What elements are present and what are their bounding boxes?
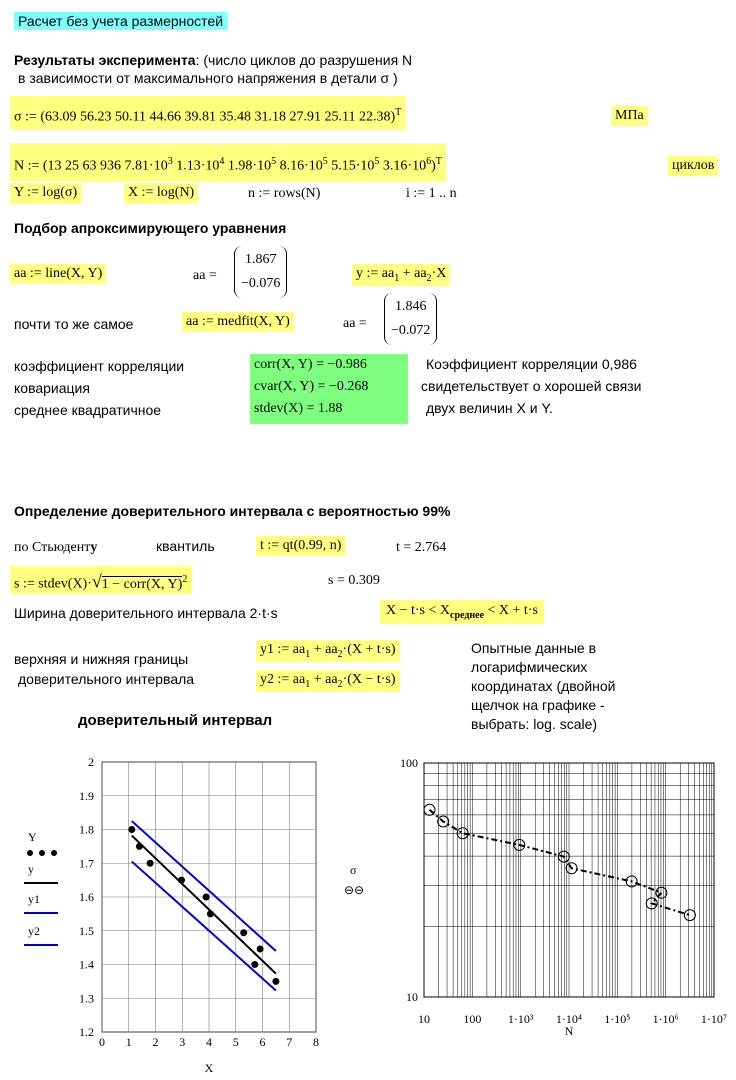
N-exp: 4: [219, 156, 225, 167]
N-exp: 6: [426, 156, 432, 167]
data-point: [147, 860, 154, 867]
y-tick-label: 1.2: [79, 1025, 94, 1039]
data-point: [136, 843, 143, 850]
N-formula[interactable]: [10, 143, 446, 181]
Y-definition[interactable]: Y := log(σ): [10, 183, 81, 203]
fit-heading: Подбор апроксимирующего уравнения: [14, 220, 287, 236]
N-values: N := (13 25 63 936 7.81·10: [14, 158, 168, 174]
corr-note-2: свидетельствует о хорошей связи: [421, 378, 642, 394]
y-definition[interactable]: y := $aa_1 + aa_2\cdot X$: [352, 264, 450, 286]
stdev-value: stdev(X) = 1.88: [254, 401, 343, 416]
legend-label: Y: [28, 830, 37, 844]
sigma-unit: МПа: [611, 106, 648, 126]
N-exp: 5: [374, 156, 380, 167]
x-tick-label: 6: [259, 1035, 266, 1049]
log-log-chart[interactable]: [340, 745, 736, 1080]
y-tick-label: 10: [406, 990, 418, 1004]
y-tick-label: 1.5: [79, 923, 94, 938]
N-transpose: T: [435, 156, 442, 167]
legend-marker: ⊖⊖: [344, 883, 365, 897]
x-tick-label: 1·10⁴: [555, 1012, 583, 1026]
x-tick-label: 100: [463, 1012, 482, 1026]
N-exp: 5: [271, 156, 277, 167]
data-point: [178, 877, 185, 884]
log-note-5: выбрать: log. scale): [471, 716, 598, 732]
aa-matrix: [234, 246, 287, 298]
data-point: [128, 826, 135, 833]
data-point: [203, 894, 210, 901]
data-point: [207, 910, 214, 917]
aa-medfit-formula[interactable]: aa := medfit(X, Y): [182, 312, 294, 332]
legend-label: y2: [28, 924, 40, 938]
cvar-label: ковариация: [14, 380, 90, 396]
N-unit: циклов: [668, 156, 718, 176]
cvar-value: cvar(X, Y) = −0.268: [254, 379, 369, 394]
s-value: s = 0.309: [328, 573, 380, 588]
x-axis-label: N: [564, 1024, 574, 1038]
y-tick-label: 1.8: [79, 822, 94, 837]
log-note-2: логарифмических: [471, 659, 588, 675]
data-point: [240, 929, 247, 936]
data-point: [251, 961, 258, 968]
almost-same-label: почти то же самое: [14, 316, 134, 332]
legend-marker: [39, 850, 45, 856]
x-tick-label: 4: [206, 1035, 212, 1049]
aa2-value-1: 1.846: [394, 299, 427, 314]
N-exp: 3: [167, 156, 173, 167]
x-tick-label: 5: [232, 1035, 239, 1049]
t-definition[interactable]: t := qt(0.99, n): [256, 536, 345, 556]
y1-definition[interactable]: y1 := $aa_1 + aa_2\cdot(X + t\cdot s)$: [256, 640, 400, 662]
experiment-heading-line: [14, 52, 412, 68]
corr-label: коэффициент корреляции: [14, 358, 185, 374]
log-note-3: координатах (двойной: [471, 678, 616, 694]
x-tick-label: 8: [313, 1035, 319, 1049]
N-exp: 5: [322, 156, 328, 167]
n-definition[interactable]: n := rows(N): [248, 186, 321, 201]
sigma-values: σ := (63.09 56.23 50.11 44.66 39.81 35.48 31.18 27.91 25.11 22.38): [14, 109, 396, 125]
page-title: Расчет без учета размерностей: [14, 12, 227, 30]
aa-equals-2: aa =: [343, 316, 367, 331]
y-tick-label: 2: [88, 755, 94, 769]
y-tick-label: 100: [400, 756, 418, 770]
x-tick-label: 1·10⁵: [604, 1012, 631, 1026]
legend-marker: [27, 850, 33, 856]
aa2-value-2: −0.072: [391, 323, 431, 338]
x-tick-label: 2: [152, 1035, 159, 1049]
legend-label: y: [28, 862, 34, 876]
data-point: [257, 945, 264, 952]
x-tick-label: 10: [418, 1012, 430, 1026]
confidence-interval-chart[interactable]: [0, 745, 340, 1080]
experiment-desc-2: в зависимости от максимального напряжения в детали σ ): [18, 70, 398, 86]
aa-value-2: −0.076: [241, 276, 281, 291]
aa-value-1: 1.867: [244, 252, 277, 267]
x-tick-label: 1·10⁷: [700, 1012, 728, 1026]
x-tick-label: 1·10⁶: [652, 1012, 679, 1026]
conf-heading: Определение доверительного интервала с вероятностью 99%: [14, 503, 451, 519]
stats-results-box: [250, 354, 408, 424]
X-definition[interactable]: X := log(N): [124, 183, 198, 203]
N-values: 1.13·10: [172, 158, 220, 174]
sigma-formula[interactable]: [10, 96, 405, 130]
width-label: Ширина доверительного интервала 2·t·s: [14, 605, 278, 621]
student-label: по Стьюденту: [14, 540, 98, 555]
y-tick-label: 1.9: [79, 788, 94, 803]
x-tick-label: 3: [179, 1035, 186, 1049]
y-tick-label: 1.6: [79, 890, 94, 904]
aa-medfit-matrix: [384, 293, 437, 345]
corr-note-3: двух величин X и Y.: [426, 400, 553, 416]
y-tick-label: 1.7: [79, 856, 94, 871]
aa-line-formula[interactable]: aa := line(X, Y): [10, 264, 106, 284]
legend-label: y1: [28, 892, 40, 906]
x-axis-label: X: [204, 1061, 214, 1075]
t-value: t = 2.764: [396, 540, 447, 555]
N-values: 1.98·10: [224, 158, 272, 174]
quantile-label: квантиль: [156, 538, 215, 554]
x-tick-label: 1: [125, 1035, 132, 1049]
sigma-transpose: T: [395, 107, 402, 118]
N-values: 3.16·10: [379, 158, 427, 174]
aa-equals: aa =: [193, 268, 217, 283]
N-close: ): [431, 158, 436, 174]
data-point: [272, 978, 279, 985]
experiment-heading: Результаты эксперимента: [14, 52, 196, 68]
corr-note-1: Коэффициент корреляции 0,986: [426, 356, 637, 372]
stdev-label: среднее квадратичное: [14, 402, 162, 418]
x-tick-label: 0: [99, 1035, 105, 1049]
N-values: 8.16·10: [276, 158, 323, 174]
legend-marker: [51, 850, 57, 856]
y-axis-label: σ: [350, 863, 357, 877]
y2-definition[interactable]: y2 := $aa_1 + aa_2\cdot(X - t\cdot s)$: [256, 670, 400, 692]
s-definition[interactable]: s := stdev(X)·√1 − corr(X, Y)$^2$: [10, 566, 191, 594]
x-tick-label: 1·10³: [507, 1012, 534, 1026]
y-tick-label: 1.3: [79, 991, 94, 1006]
inequality-formula[interactable]: $X - t\cdot s < X_{среднее} < X + t\cdot s$: [380, 600, 544, 624]
experiment-desc-1: : (число циклов до разрушения N: [195, 52, 413, 68]
N-values: 5.15·10: [327, 158, 375, 174]
log-note-4: щелчок на графике -: [471, 697, 605, 713]
bounds-label-2: доверительного интервала: [18, 671, 195, 687]
bounds-label-1: верхняя и нижняя границы: [14, 651, 189, 667]
i-definition[interactable]: i := 1 .. n: [406, 186, 457, 201]
x-tick-label: 7: [286, 1035, 293, 1049]
chart-title: доверительный интервал: [78, 712, 273, 729]
y-tick-label: 1.4: [79, 957, 94, 972]
log-note-1: Опытные данные в: [471, 640, 597, 656]
corr-value: corr(X, Y) = −0.986: [254, 357, 367, 372]
